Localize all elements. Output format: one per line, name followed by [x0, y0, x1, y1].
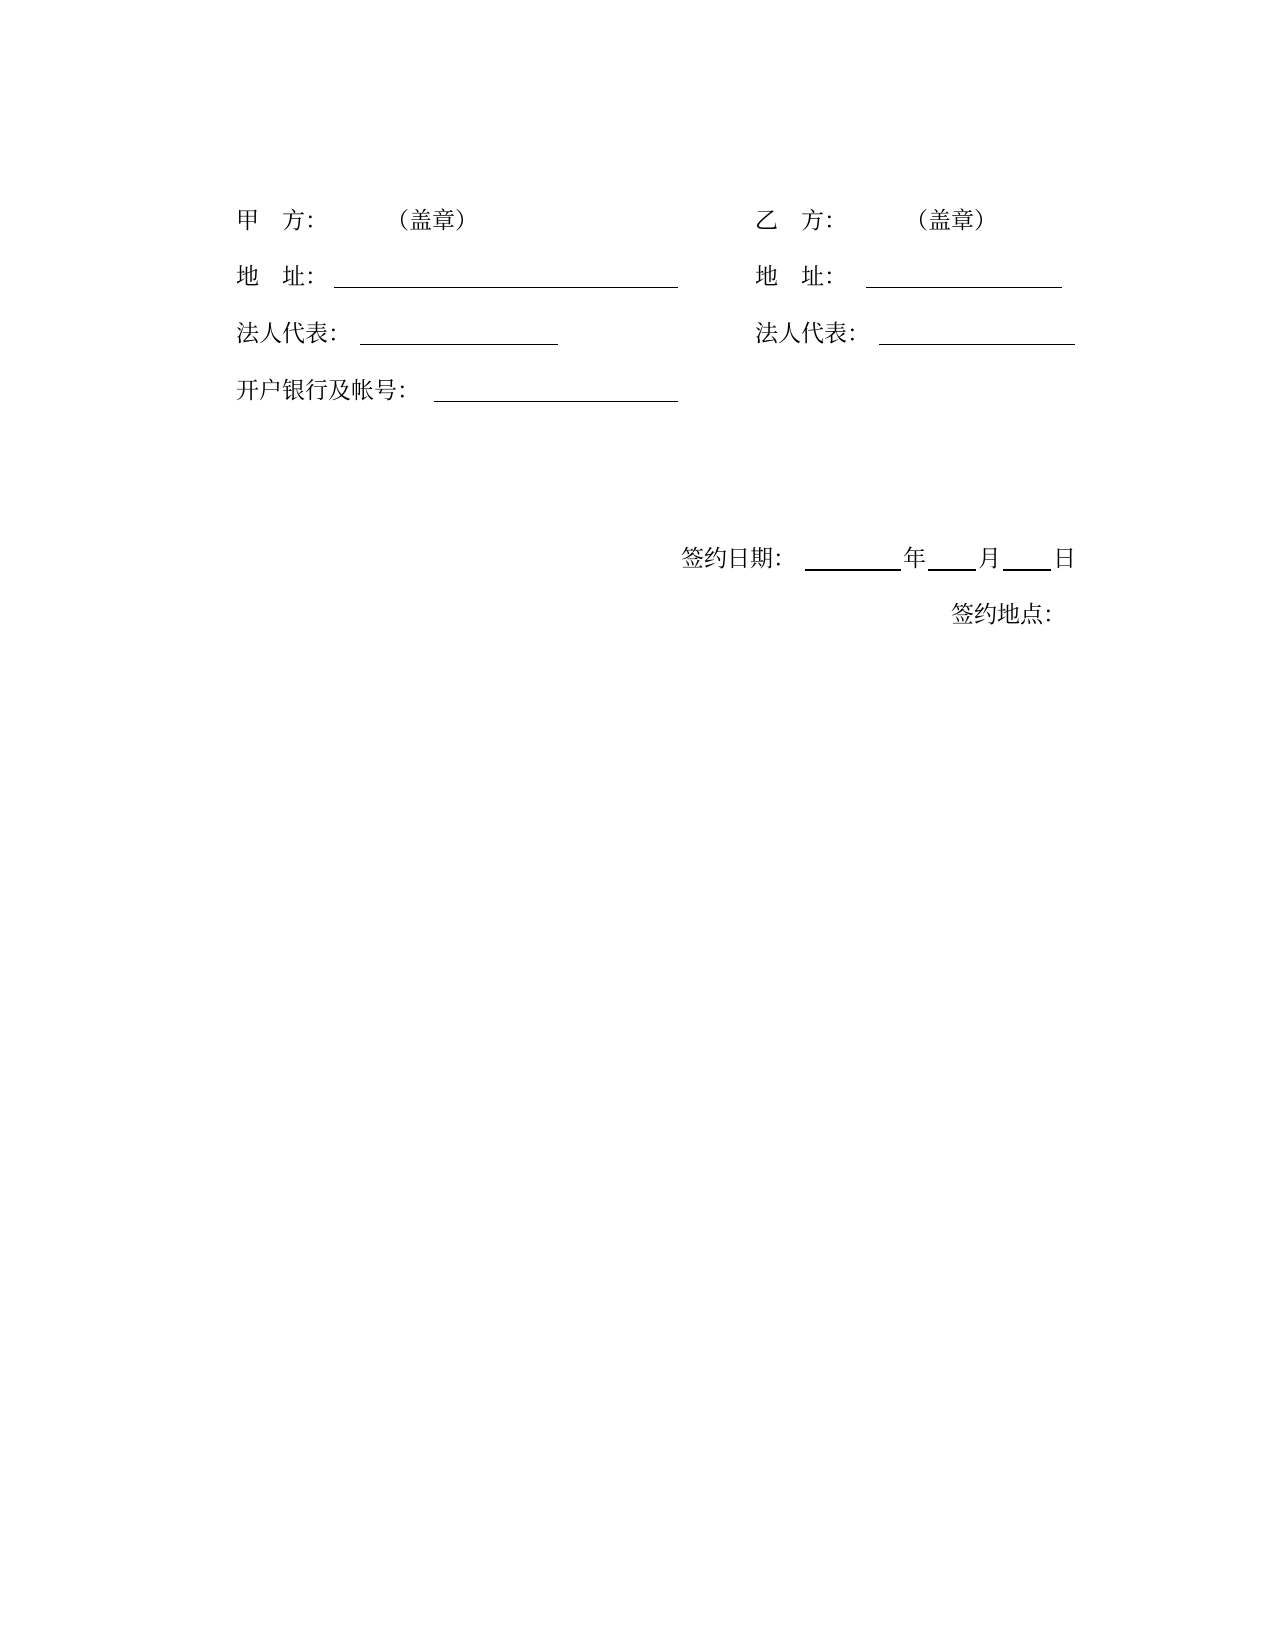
party-a-address-label: 地 址：: [236, 264, 328, 290]
party-a-address-field[interactable]: [334, 287, 678, 288]
signing-year-unit: 年: [903, 546, 926, 572]
party-b-address-field[interactable]: [866, 287, 1062, 288]
party-a-legal-rep-field[interactable]: [360, 344, 558, 345]
party-a-bank-label: 开户银行及帐号：: [236, 378, 420, 404]
signing-month-unit: 月: [978, 546, 1001, 572]
party-a-bank-field[interactable]: [434, 401, 678, 402]
signing-date-label: 签约日期：: [681, 546, 796, 572]
party-b-legal-rep-label: 法人代表：: [755, 321, 870, 347]
party-a-seal: （盖章）: [386, 208, 478, 234]
signing-year-field[interactable]: [805, 569, 901, 571]
signing-day-unit: 日: [1053, 546, 1076, 572]
signing-place-label: 签约地点：: [951, 602, 1066, 628]
party-b-legal-rep-field[interactable]: [879, 344, 1075, 345]
signing-month-field[interactable]: [928, 569, 976, 571]
party-b-address-label: 地 址：: [755, 264, 847, 290]
signing-day-field[interactable]: [1003, 569, 1051, 571]
party-a-legal-rep-label: 法人代表：: [236, 321, 351, 347]
party-a-label: 甲 方：: [236, 208, 328, 234]
party-b-label: 乙 方：: [755, 208, 847, 234]
party-b-seal: （盖章）: [905, 208, 997, 234]
